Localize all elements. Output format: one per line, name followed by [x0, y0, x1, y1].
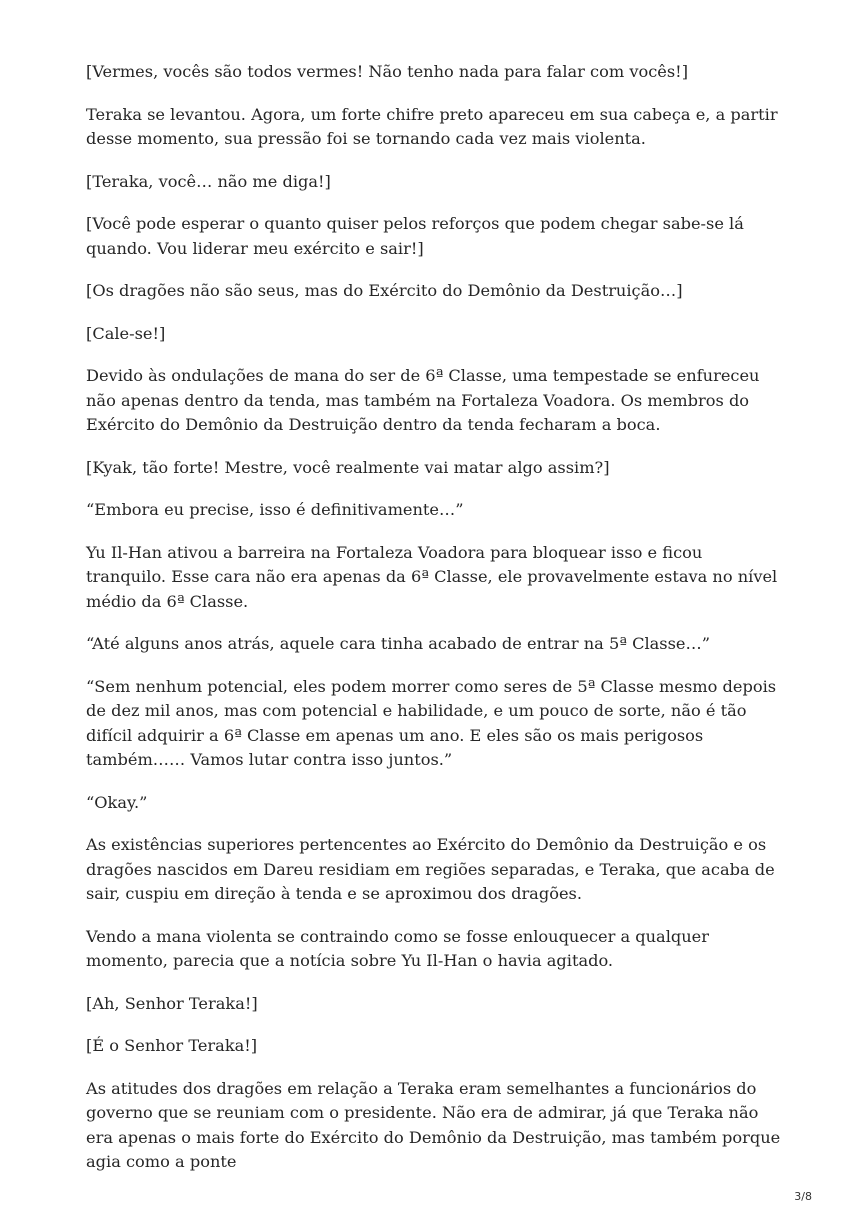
paragraph: “Embora eu precise, isso é definitivamente…”: [86, 500, 464, 519]
paragraph: [Vermes, vocês são todos vermes! Não tenho nada para falar com vocês!]: [86, 62, 689, 81]
paragraph: [Os dragões não são seus, mas do Exército do Demônio da Destruição…]: [86, 281, 683, 300]
paragraph: [Teraka, você… não me diga!]: [86, 171, 331, 191]
paragraph: Yu Il-Han ativou a barreira na Fortaleza Voadora para bloquear isso e ficou tranquilo. Esse cara não era apenas da 6ª Classe, ele provavelmente estava no nível médio da 6ª Classe.: [86, 542, 778, 611]
paragraph: “Até alguns anos atrás, aquele cara tinha acabado de entrar na 5ª Classe…”: [86, 634, 710, 653]
paragraph: Vendo a mana violenta se contraindo como se fosse enlouquecer a qualquer momento, parecia que a notícia sobre Yu Il-Han o havia agitado.: [86, 926, 709, 970]
paragraph: [Cale-se!]: [86, 323, 166, 343]
paragraph: Devido às ondulações de mana do ser de 6ª Classe, uma tempestade se enfureceu não apenas dentro da tenda, mas também na Fortaleza Voadora. Os membros do Exército do Demônio da Destruição dentro da tenda fecharam a boca.: [86, 366, 760, 434]
paragraph: “Sem nenhum potencial, eles podem morrer como seres de 5ª Classe mesmo depois de dez mil anos, mas com potencial e habilidade, e um pouco de sorte, não é tão difícil adquirir a 6ª Classe em apenas um ano. E eles são os mais perigosos também…… Vamos lutar contra isso juntos.”: [86, 676, 777, 769]
paragraph: [É o Senhor Teraka!]: [86, 1036, 258, 1055]
paragraph: [Ah, Senhor Teraka!]: [86, 993, 258, 1013]
document-body: [86, 60, 786, 1193]
paragraph: As atitudes dos dragões em relação a Teraka eram semelhantes a funcionários do governo que se reuniam com o presidente. Não era de admirar, já que Teraka não era apenas o mais forte do Exército do Demônio da Destruição, mas também porque agia como a ponte: [86, 1078, 781, 1171]
paragraph: As existências superiores pertencentes ao Exército do Demônio da Destruição e os dragões nascidos em Dareu residiam em regiões separadas, e Teraka, que acaba de sair, cuspiu em direção à tenda e se aproximou dos dragões.: [86, 835, 775, 903]
paragraph: [Você pode esperar o quanto quiser pelos reforços que podem chegar sabe-se lá quando. Vou liderar meu exército e sair!]: [86, 214, 744, 258]
paragraph: Teraka se levantou. Agora, um forte chifre preto apareceu em sua cabeça e, a partir desse momento, sua pressão foi se tornando cada vez mais violenta.: [86, 104, 778, 148]
paragraph: “Okay.”: [86, 792, 148, 812]
paragraph: [Kyak, tão forte! Mestre, você realmente vai matar algo assim?]: [86, 457, 610, 477]
page-number: 3/8: [794, 1190, 812, 1203]
